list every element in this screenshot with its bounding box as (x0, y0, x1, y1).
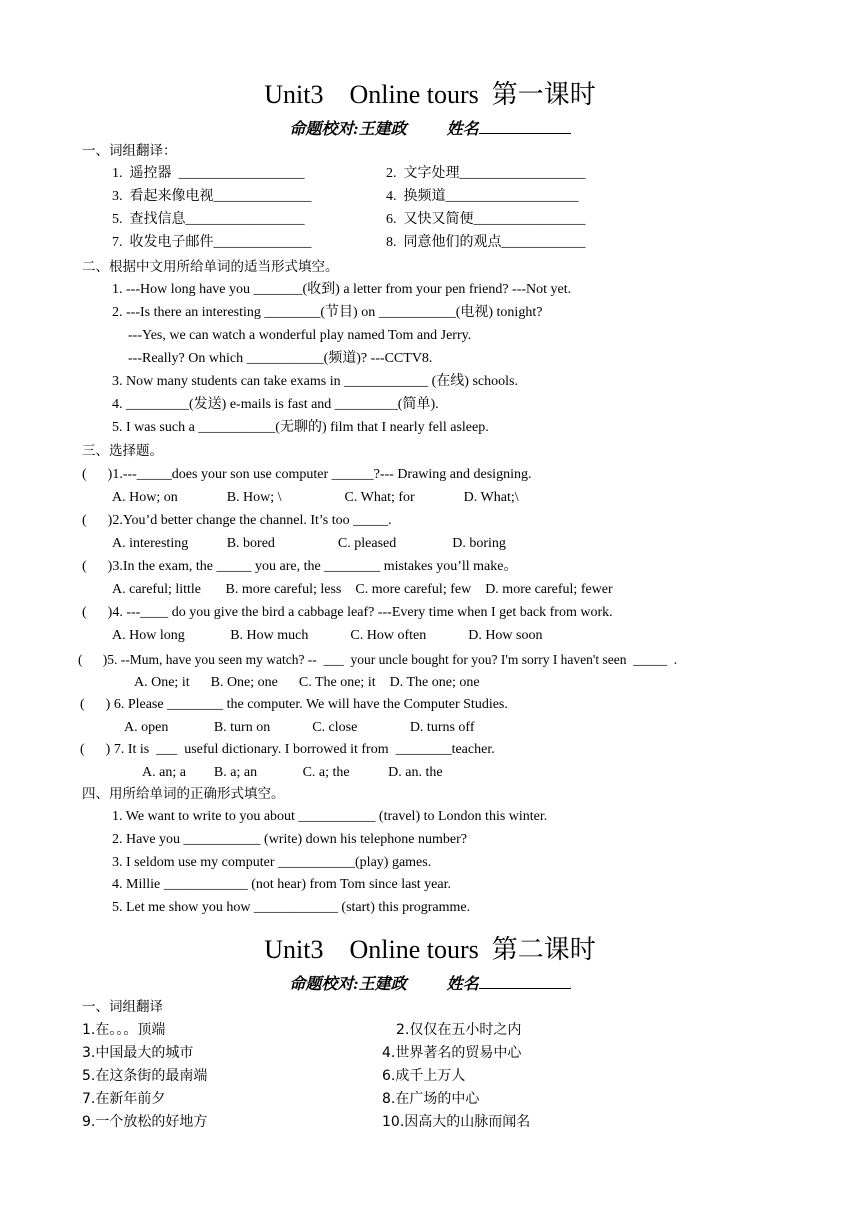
section-heading: 三、选择题。 (82, 443, 163, 459)
section-heading: 二、根据中文用所给单词的适当形式填空。 (82, 259, 339, 275)
question-line: ( )3.In the exam, the _____ you are, the ________ mistakes you’ll make。 (82, 559, 518, 574)
options-line: A. How long B. How much C. How often D. How soon (112, 628, 543, 643)
options-line: A. How; on B. How; \ C. What; for D. What;\ (112, 490, 519, 505)
question-line: 1. We want to write to you about ___________ (travel) to London this winter. (112, 809, 548, 824)
phrase-item: 7.在新年前夕 (82, 1091, 166, 1107)
question-line: ( )2.You’d better change the channel. It’s too _____. (82, 513, 392, 528)
question-line: 3. I seldom use my computer ___________(play) games. (112, 855, 432, 870)
section-heading: 一、词组翻译： (82, 143, 177, 159)
question-line: 4. _________(发送) e-mails is fast and _________(简单). (112, 397, 439, 412)
options-line: A. an; a B. a; an C. a; the D. an. the (142, 765, 443, 780)
question-line: 5. Let me show you how ____________ (start) this programme. (112, 900, 471, 915)
phrase-item: 9.一个放松的好地方 (82, 1114, 208, 1130)
author-line-2 (0, 972, 860, 995)
question-line: 2. Have you ___________ (write) down his telephone number? (112, 832, 467, 847)
phrase-item: 8. 同意他们的观点____________ (386, 235, 586, 250)
question-line: 2. ---Is there an interesting ________(节目) on ___________(电视) tonight? (112, 305, 543, 320)
phrase-item: 4.世界著名的贸易中心 (382, 1045, 522, 1061)
name-label: 姓名 (446, 976, 479, 993)
question-line: 1. ---How long have you _______(收到) a letter from your pen friend? ---Not yet. (112, 282, 572, 297)
section-heading: 四、用所给单词的正确形式填空。 (82, 786, 285, 802)
phrase-item: 4. 换频道___________________ (386, 189, 579, 204)
author-line-1 (0, 117, 860, 140)
question-line: ( ) 6. Please ________ the computer. We will have the Computer Studies. (80, 697, 508, 712)
phrase-item: 2. 文字处理__________________ (386, 166, 586, 181)
phrase-item: 6. 又快又简便________________ (386, 212, 586, 227)
phrase-item: 1.在。。。顶端 (82, 1022, 166, 1038)
author-label: 命题校对:王建政 (289, 976, 407, 993)
phrase-item: 5. 查找信息_________________ (112, 212, 305, 227)
section-heading: 一、词组翻译 (82, 999, 163, 1015)
phrase-item: 3.中国最大的城市 (82, 1045, 194, 1061)
question-line: 4. Millie ____________ (not hear) from Tom since last year. (112, 877, 451, 892)
page-title-lesson-2: Unit3 Online tours 第二课时 (264, 935, 596, 964)
options-line: A. One; it B. One; one C. The one; it D. The one; one (134, 675, 480, 690)
question-line: 5. I was such a ___________(无聊的) film that I nearly fell asleep. (112, 420, 489, 435)
phrase-item: 1. 遥控器 __________________ (112, 166, 305, 181)
phrase-item: 6.成千上万人 (382, 1068, 466, 1084)
page-title-lesson-1: Unit3 Online tours 第一课时 (264, 80, 596, 109)
options-line: A. interesting B. bored C. pleased D. boring (112, 536, 506, 551)
phrase-item: 8.在广场的中心 (382, 1091, 480, 1107)
question-line: ( )1.---_____does your son use computer ______?--- Drawing and designing. (82, 467, 532, 482)
name-blank (479, 972, 571, 989)
name-blank (479, 117, 571, 134)
options-line: A. open B. turn on C. close D. turns off (124, 720, 475, 735)
phrase-item: 5.在这条街的最南端 (82, 1068, 208, 1084)
question-line: ( )5. --Mum, have you seen my watch? -- ___ your uncle bought for you? I'm sorry I haven't seen _____ . (78, 652, 678, 667)
author-label: 命题校对:王建政 (289, 121, 407, 138)
phrase-item: 7. 收发电子邮件______________ (112, 235, 312, 250)
options-line: A. careful; little B. more careful; less C. more careful; few D. more careful; fewer (112, 582, 613, 597)
question-line: ---Yes, we can watch a wonderful play named Tom and Jerry. (128, 328, 472, 343)
phrase-item: 3. 看起来像电视______________ (112, 189, 312, 204)
question-line: ---Really? On which ___________(频道)? ---CCTV8. (128, 351, 433, 366)
phrase-item: 10.因高大的山脉而闻名 (382, 1114, 531, 1130)
phrase-item: 2.仅仅在五小时之内 (396, 1022, 522, 1038)
question-line: 3. Now many students can take exams in ____________ (在线) schools. (112, 374, 518, 389)
name-label: 姓名 (446, 121, 479, 138)
question-line: ( )4. ---____ do you give the bird a cabbage leaf? ---Every time when I get back from work. (82, 605, 613, 620)
question-line: ( ) 7. It is ___ useful dictionary. I borrowed it from ________teacher. (80, 742, 495, 757)
